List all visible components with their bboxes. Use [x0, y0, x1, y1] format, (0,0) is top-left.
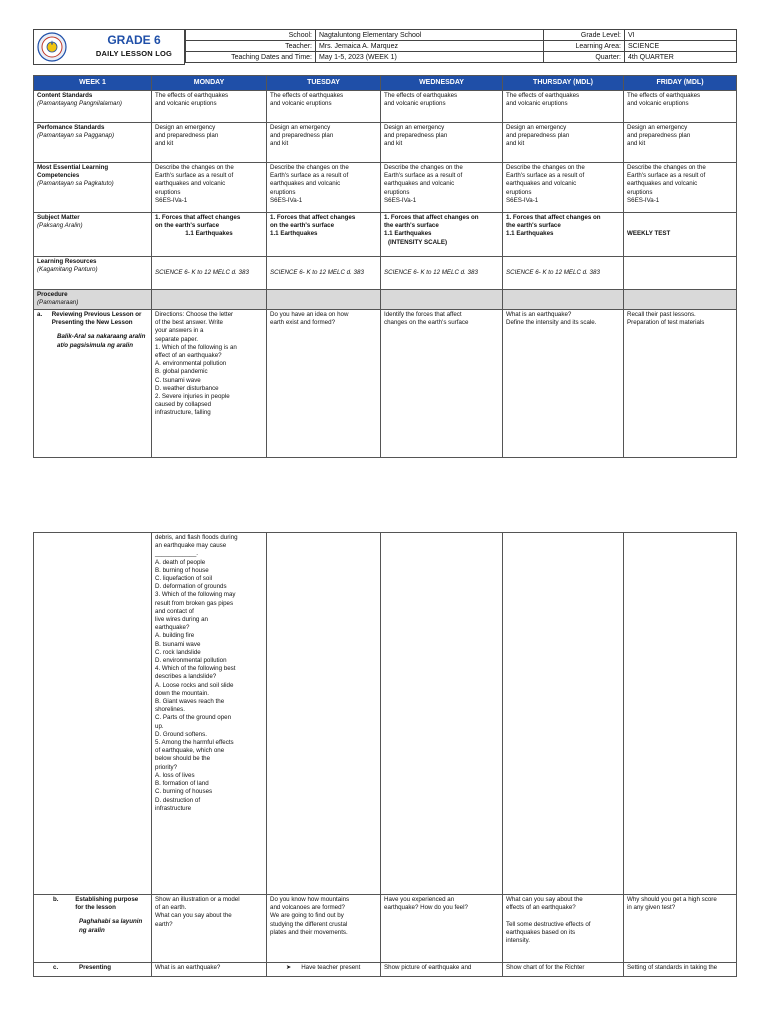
table-cell: Describe the changes on the Earth's surface as a result of earthquakes and volcanic eruptions S6ES-IVa-1	[624, 163, 737, 213]
arrow-bullet-icon: ➤	[286, 964, 292, 971]
grade-title: GRADE 6	[107, 33, 161, 47]
table-cell: WEEKLY TEST	[624, 213, 737, 257]
learning-area-label: Learning Area:	[544, 41, 625, 52]
procedure-letter: b.	[53, 896, 59, 903]
row-title: Perfomance Standards	[37, 124, 105, 131]
table-cell: SCIENCE 6- K to 12 MELC d. 383	[381, 257, 503, 290]
document-page-2	[0, 500, 768, 1024]
row-title: Content Standards	[37, 92, 93, 99]
school-label: School:	[186, 30, 316, 41]
header-title-box	[33, 29, 185, 65]
table-cell	[381, 213, 503, 257]
log-title: DAILY LESSON LOG	[95, 49, 173, 58]
table-row	[34, 310, 737, 458]
procedure-letter: a.	[37, 311, 43, 318]
table-row	[34, 963, 737, 977]
row-subtitle: (Kagamitang Panturo)	[37, 266, 98, 274]
row-label	[34, 895, 152, 963]
procedure-heading	[37, 311, 148, 327]
table-cell: Recall their past lessons. Preparation of test materials	[624, 310, 737, 458]
subject-subtopic: 1.1 Earthquakes	[185, 230, 233, 238]
teacher-label: Teacher:	[186, 41, 316, 52]
table-cell: Directions: Choose the letter of the best answer. Write your answers in a separate paper. 1. Which of the following is an effect of an earthquake? A. environmental pollution B. global pandemic C. tsunami wave D. weather disturbance 2. Severe injuries in people caused by collapsed infrastructure, falling	[152, 310, 267, 458]
teacher-value: Mrs. Jemaica A. Marquez	[316, 41, 544, 52]
table-cell: SCIENCE 6- K to 12 MELC d. 383	[503, 257, 624, 290]
row-label	[34, 123, 152, 163]
table-cell	[381, 290, 503, 310]
table-cell: Describe the changes on the Earth's surface as a result of earthquakes and volcanic eruptions S6ES-IVa-1	[152, 163, 267, 213]
table-cell	[624, 290, 737, 310]
table-cell: debris, and flash floods during an earthquake may cause ____________. A. death of people B. burning of house C. liquefaction of soil D. deformation of grounds 3. Which of the following may result from broken gas pipes and contact of live wires during an earthquake? A. building fire B. tsunami wave C. rock landslide D. environmental pollution 4. Which of the following best describes a landslide? A. Loose rocks and soil slide down the mountain. B. Giant waves reach the shorelines. C. Parts of the ground open up. D. Ground softens. 5. Among the harmful effects of earthquake, which one below should be the priority? A. loss of lives B. formation of land C. burning of houses D. destruction of infrastructure	[152, 533, 267, 895]
lesson-table-page-1	[33, 75, 737, 458]
col-friday: FRIDAY (MDL)	[624, 76, 737, 91]
table-cell: The effects of earthquakes and volcanic eruptions	[503, 91, 624, 123]
cell-text: Have teacher present	[301, 964, 361, 971]
table-row	[34, 91, 737, 123]
subject-text: 1. Forces that affect changes on the earth's surface	[270, 214, 356, 230]
row-subtitle: (Paksang Aralin)	[37, 222, 83, 230]
row-label	[34, 310, 152, 458]
row-subtitle: (Pamantayan sa Pagkatuto)	[37, 180, 114, 188]
table-cell: SCIENCE 6- K to 12 MELC d. 383	[152, 257, 267, 290]
table-cell	[34, 533, 152, 895]
dates-label: Teaching Dates and Time:	[186, 52, 316, 63]
table-cell: Show chart of for the Richter	[503, 963, 624, 977]
table-cell: Do you know how mountains and volcanoes are formed? We are going to find out by studying the different crustal plates and their movements.	[267, 895, 381, 963]
table-cell	[267, 213, 381, 257]
table-cell: The effects of earthquakes and volcanic eruptions	[624, 91, 737, 123]
row-label	[34, 257, 152, 290]
table-cell	[503, 533, 624, 895]
table-cell: Design an emergency and preparedness plan and kit	[624, 123, 737, 163]
row-subtitle: Paghahabi sa layunin ng aralin	[79, 918, 143, 934]
row-title: Learning Resources	[37, 258, 97, 265]
table-cell: Show an illustration or a model of an earth. What can you say about the earth?	[152, 895, 267, 963]
table-cell: Show picture of earthquake and	[381, 963, 503, 977]
table-row	[34, 213, 737, 257]
info-table	[185, 29, 737, 63]
col-monday: MONDAY	[152, 76, 267, 91]
row-label	[34, 91, 152, 123]
school-value: Nagtaluntong Elementary School	[316, 30, 544, 41]
table-row	[34, 533, 737, 895]
table-cell	[624, 533, 737, 895]
procedure-heading	[37, 896, 148, 912]
table-row	[34, 895, 737, 963]
table-cell: Design an emergency and preparedness plan and kit	[152, 123, 267, 163]
lesson-table-page-2	[33, 532, 737, 977]
table-cell: Identify the forces that affect changes on the earth's surface	[381, 310, 503, 458]
row-subtitle: (Pamantayan sa Pagganap)	[37, 132, 115, 140]
table-cell	[267, 290, 381, 310]
subject-note: (INTENSITY SCALE)	[388, 238, 448, 246]
table-cell	[503, 213, 624, 257]
subject-text: 1. Forces that affect changes on the earth's surface	[384, 214, 479, 230]
table-row	[34, 257, 737, 290]
table-cell: The effects of earthquakes and volcanic eruptions	[267, 91, 381, 123]
row-title: Subject Matter	[37, 214, 80, 221]
procedure-heading	[37, 964, 148, 972]
quarter-value: 4th QUARTER	[625, 52, 737, 63]
row-label	[34, 963, 152, 977]
subject-text: 1. Forces that affect changes on the earth's surface	[506, 214, 601, 230]
table-cell	[152, 290, 267, 310]
subject-subtopic: 1.1 Earthquakes	[506, 230, 554, 238]
row-label	[34, 163, 152, 213]
document-page-1	[0, 0, 768, 500]
table-cell: Design an emergency and preparedness plan and kit	[267, 123, 381, 163]
table-cell: What is an earthquake? Define the intensity and its scale.	[503, 310, 624, 458]
table-cell: Describe the changes on the Earth's surface as a result of earthquakes and volcanic eruptions S6ES-IVa-1	[381, 163, 503, 213]
procedure-letter: c.	[53, 964, 59, 971]
table-cell: Describe the changes on the Earth's surface as a result of earthquakes and volcanic eruptions S6ES-IVa-1	[267, 163, 381, 213]
table-cell: The effects of earthquakes and volcanic eruptions	[152, 91, 267, 123]
table-cell: Why should you get a high score in any given test?	[624, 895, 737, 963]
quarter-label: Quarter:	[544, 52, 625, 63]
col-thursday: THURSDAY (MDL)	[503, 76, 624, 91]
table-cell: SCIENCE 6- K to 12 MELC d. 383	[267, 257, 381, 290]
row-label	[34, 290, 152, 310]
subject-subtopic: 1.1 Earthquakes	[384, 230, 432, 238]
subject-text: 1. Forces that affect changes on the earth's surface	[155, 214, 241, 230]
table-cell: The effects of earthquakes and volcanic eruptions	[381, 91, 503, 123]
table-cell	[381, 533, 503, 895]
table-cell: Describe the changes on the Earth's surface as a result of earthquakes and volcanic eruptions S6ES-IVa-1	[503, 163, 624, 213]
grade-level-label: Grade Level:	[544, 30, 625, 41]
table-cell	[152, 213, 267, 257]
grade-level-value: VI	[625, 30, 737, 41]
dates-value: May 1-5, 2023 (WEEK 1)	[316, 52, 544, 63]
table-row	[34, 123, 737, 163]
col-week: WEEK 1	[34, 76, 152, 91]
row-title: Establishing purpose for the lesson	[75, 896, 139, 912]
table-cell	[267, 963, 381, 977]
row-title: Reviewing Previous Lesson or Presenting the New Lesson	[51, 311, 142, 327]
table-cell	[503, 290, 624, 310]
table-row	[34, 290, 737, 310]
table-cell	[624, 257, 737, 290]
header-row	[34, 76, 737, 91]
table-cell: Setting of standards in taking the	[624, 963, 737, 977]
table-cell: Have you experienced an earthquake? How do you feel?	[381, 895, 503, 963]
row-title: Procedure	[37, 291, 68, 298]
deped-seal-icon	[37, 32, 67, 62]
row-title: Most Essential Learning Competencies	[37, 164, 109, 180]
table-row	[34, 163, 737, 213]
subject-subtopic: 1.1 Earthquakes	[270, 230, 318, 238]
row-subtitle: (Pamamaraan)	[37, 299, 79, 307]
table-cell: Do you have an idea on how earth exist and formed?	[267, 310, 381, 458]
learning-area-value: SCIENCE	[625, 41, 737, 52]
row-subtitle: Balik-Aral sa nakaraang aralin at/o pagsisimula ng aralin	[57, 333, 146, 349]
table-cell: What can you say about the effects of an earthquake? Tell some destructive effects of earthquakes based on its intensity.	[503, 895, 624, 963]
table-cell: Design an emergency and preparedness plan and kit	[503, 123, 624, 163]
row-subtitle: (Pamantayang Pangnilalaman)	[37, 100, 122, 108]
table-cell: What is an earthquake?	[152, 963, 267, 977]
table-cell: Design an emergency and preparedness plan and kit	[381, 123, 503, 163]
row-label	[34, 213, 152, 257]
table-cell	[267, 533, 381, 895]
row-title: Presenting	[79, 964, 111, 971]
col-tuesday: TUESDAY	[267, 76, 381, 91]
col-wednesday: WEDNESDAY	[381, 76, 503, 91]
